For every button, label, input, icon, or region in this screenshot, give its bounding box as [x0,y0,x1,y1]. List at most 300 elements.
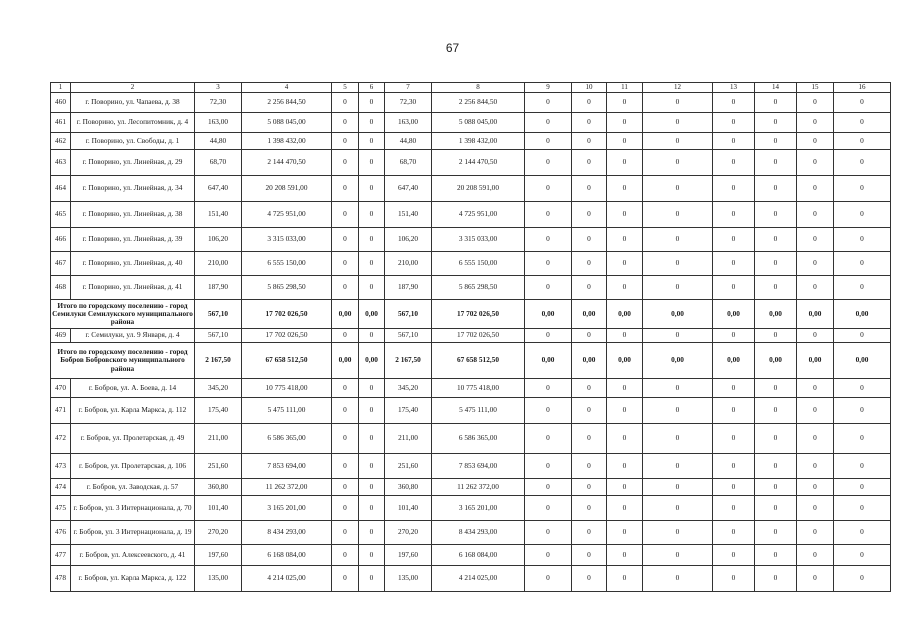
value-cell: 0 [607,454,643,479]
value-cell: 0 [572,521,607,545]
value-cell: 68,70 [385,150,432,176]
value-cell: 0 [525,133,572,150]
value-cell: 151,40 [195,202,242,228]
value-cell: 0 [332,228,359,252]
table-row [51,133,891,150]
value-cell: 163,00 [385,113,432,133]
value-cell: 0 [755,176,797,202]
value-cell: 0 [834,496,891,521]
address-cell: г. Бобров, ул. Карла Маркса, д. 112 [71,398,195,424]
value-cell: 6 168 084,00 [432,545,525,566]
row-number-cell: 462 [51,133,71,150]
address-cell: г. Поворино, ул. Линейная, д. 38 [71,202,195,228]
value-cell: 0 [834,479,891,496]
value-cell: 0 [755,113,797,133]
value-cell: 0 [643,424,713,454]
value-cell: 5 088 045,00 [432,113,525,133]
value-cell: 0 [643,202,713,228]
value-cell: 0,00 [755,343,797,379]
value-cell: 72,30 [385,93,432,113]
value-cell: 0 [713,424,755,454]
value-cell: 0 [797,479,834,496]
value-cell: 0 [834,93,891,113]
value-cell: 7 853 694,00 [432,454,525,479]
value-cell: 0 [332,521,359,545]
row-number-cell: 465 [51,202,71,228]
value-cell: 0 [359,93,385,113]
row-number-cell: 466 [51,228,71,252]
value-cell: 5 475 111,00 [242,398,332,424]
value-cell: 0 [834,521,891,545]
value-cell: 0 [834,133,891,150]
column-number-cell: 1 [51,83,71,93]
value-cell: 0 [643,276,713,300]
value-cell: 0 [332,176,359,202]
value-cell: 197,60 [385,545,432,566]
value-cell: 5 475 111,00 [432,398,525,424]
column-number-cell: 15 [797,83,834,93]
row-number-cell: 460 [51,93,71,113]
value-cell: 0 [834,150,891,176]
address-cell: г. Поворино, ул. Линейная, д. 34 [71,176,195,202]
value-cell: 0,00 [607,300,643,329]
value-cell: 2 144 470,50 [432,150,525,176]
address-cell: г. Бобров, ул. А. Боева, д. 14 [71,379,195,398]
value-cell: 0 [643,329,713,343]
value-cell: 17 702 026,50 [432,329,525,343]
value-cell: 0 [607,202,643,228]
row-number-cell: 478 [51,566,71,592]
value-cell: 187,90 [195,276,242,300]
value-cell: 0 [359,113,385,133]
value-cell: 0 [332,545,359,566]
table-row [51,379,891,398]
address-cell: г. Бобров, ул. Карла Маркса, д. 122 [71,566,195,592]
table-row [51,329,891,343]
value-cell: 0 [755,133,797,150]
value-cell: 0,00 [332,300,359,329]
value-cell: 20 208 591,00 [432,176,525,202]
value-cell: 0 [797,521,834,545]
value-cell: 0,00 [607,343,643,379]
column-number-cell: 16 [834,83,891,93]
value-cell: 11 262 372,00 [432,479,525,496]
value-cell: 0 [525,566,572,592]
value-cell: 360,80 [385,479,432,496]
value-cell: 0 [834,329,891,343]
value-cell: 0 [713,176,755,202]
value-cell: 0 [797,133,834,150]
value-cell: 0,00 [643,343,713,379]
value-cell: 106,20 [195,228,242,252]
value-cell: 10 775 418,00 [432,379,525,398]
value-cell: 0 [643,113,713,133]
value-cell: 0 [572,566,607,592]
value-cell: 5 088 045,00 [242,113,332,133]
value-cell: 210,00 [195,252,242,276]
value-cell: 0 [359,454,385,479]
value-cell: 5 865 298,50 [432,276,525,300]
value-cell: 6 555 150,00 [432,252,525,276]
table-row [51,424,891,454]
address-cell: г. Поворино, ул. Линейная, д. 29 [71,150,195,176]
value-cell: 0 [797,202,834,228]
value-cell: 0 [607,545,643,566]
address-cell: г. Поворино, ул. Свободы, д. 1 [71,133,195,150]
row-number-cell: 472 [51,424,71,454]
table-row [51,454,891,479]
row-number-cell: 468 [51,276,71,300]
row-number-cell: 473 [51,454,71,479]
value-cell: 0 [755,228,797,252]
value-cell: 1 398 432,00 [432,133,525,150]
value-cell: 0 [797,113,834,133]
value-cell: 0 [572,113,607,133]
value-cell: 4 214 025,00 [242,566,332,592]
value-cell: 0 [332,252,359,276]
value-cell: 345,20 [385,379,432,398]
value-cell: 0 [525,454,572,479]
row-number-cell: 463 [51,150,71,176]
row-number-cell: 474 [51,479,71,496]
row-number-cell: 476 [51,521,71,545]
row-number-cell: 471 [51,398,71,424]
page-number: 67 [445,41,460,55]
value-cell: 0 [332,566,359,592]
table-row [51,93,891,113]
value-cell: 0 [834,398,891,424]
value-cell: 0 [607,276,643,300]
value-cell: 0 [525,379,572,398]
value-cell: 0 [713,521,755,545]
value-cell: 0 [713,479,755,496]
value-cell: 4 214 025,00 [432,566,525,592]
value-cell: 0 [332,454,359,479]
value-cell: 567,10 [385,329,432,343]
value-cell: 0 [525,424,572,454]
value-cell: 1 398 432,00 [242,133,332,150]
value-cell: 11 262 372,00 [242,479,332,496]
table-row [51,276,891,300]
value-cell: 2 256 844,50 [432,93,525,113]
value-cell: 0 [572,150,607,176]
value-cell: 0 [332,93,359,113]
value-cell: 151,40 [385,202,432,228]
value-cell: 0 [572,133,607,150]
column-number-cell: 10 [572,83,607,93]
row-number-cell: 475 [51,496,71,521]
value-cell: 0,00 [755,300,797,329]
value-cell: 0 [525,545,572,566]
value-cell: 0 [797,398,834,424]
address-cell: г. Бобров, ул. Пролетарская, д. 106 [71,454,195,479]
value-cell: 211,00 [385,424,432,454]
value-cell: 0 [607,113,643,133]
value-cell: 6 586 365,00 [432,424,525,454]
value-cell: 0 [755,479,797,496]
value-cell: 17 702 026,50 [432,300,525,329]
value-cell: 0,00 [797,300,834,329]
value-cell: 0 [797,379,834,398]
table-row [51,496,891,521]
value-cell: 0 [359,150,385,176]
value-cell: 270,20 [385,521,432,545]
value-cell: 0 [607,228,643,252]
value-cell: 0 [755,252,797,276]
value-cell: 0 [359,379,385,398]
value-cell: 0 [572,329,607,343]
value-cell: 0 [332,329,359,343]
value-cell: 0 [359,424,385,454]
value-cell: 0 [607,566,643,592]
table-row [51,228,891,252]
value-cell: 0 [572,93,607,113]
value-cell: 0 [359,521,385,545]
value-cell: 0 [834,113,891,133]
address-cell: г. Бобров, ул. 3 Интернационала, д. 70 [71,496,195,521]
address-cell: г. Семилуки, ул. 9 Января, д. 4 [71,329,195,343]
value-cell: 0 [607,252,643,276]
value-cell: 0 [525,202,572,228]
value-cell: 3 315 033,00 [432,228,525,252]
value-cell: 0 [525,252,572,276]
value-cell: 197,60 [195,545,242,566]
table-row [51,398,891,424]
value-cell: 0 [713,113,755,133]
value-cell: 0 [607,496,643,521]
value-cell: 0 [797,150,834,176]
table-row [51,113,891,133]
value-cell: 0 [525,521,572,545]
table-row [51,150,891,176]
value-cell: 251,60 [195,454,242,479]
value-cell: 0 [643,379,713,398]
value-cell: 68,70 [195,150,242,176]
value-cell: 0 [643,545,713,566]
row-number-cell: 467 [51,252,71,276]
value-cell: 0 [755,329,797,343]
address-cell: г. Поворино, ул. Чапаева, д. 38 [71,93,195,113]
value-cell: 211,00 [195,424,242,454]
address-cell: г. Бобров, ул. 3 Интернационала, д. 19 [71,521,195,545]
value-cell: 0,00 [797,343,834,379]
row-number-cell: 464 [51,176,71,202]
value-cell: 0,00 [359,300,385,329]
value-cell: 0 [572,252,607,276]
value-cell: 0,00 [572,300,607,329]
value-cell: 647,40 [385,176,432,202]
value-cell: 0 [643,93,713,113]
value-cell: 4 725 951,00 [432,202,525,228]
value-cell: 6 586 365,00 [242,424,332,454]
value-cell: 0 [797,545,834,566]
value-cell: 0 [572,424,607,454]
value-cell: 0,00 [834,343,891,379]
value-cell: 0 [332,424,359,454]
value-cell: 0 [572,276,607,300]
value-cell: 3 165 201,00 [242,496,332,521]
header-row [51,83,891,93]
value-cell: 0 [797,454,834,479]
value-cell: 5 865 298,50 [242,276,332,300]
value-cell: 0 [643,566,713,592]
value-cell: 0 [572,379,607,398]
value-cell: 0 [332,496,359,521]
value-cell: 101,40 [195,496,242,521]
value-cell: 0 [643,454,713,479]
value-cell: 0 [797,228,834,252]
value-cell: 8 434 293,00 [432,521,525,545]
value-cell: 0 [643,252,713,276]
value-cell: 0 [643,479,713,496]
value-cell: 0 [643,150,713,176]
value-cell: 0 [332,202,359,228]
value-cell: 0 [713,202,755,228]
value-cell: 0 [607,424,643,454]
value-cell: 6 168 084,00 [242,545,332,566]
value-cell: 0 [797,329,834,343]
value-cell: 0 [834,228,891,252]
value-cell: 0 [332,398,359,424]
value-cell: 0 [755,150,797,176]
value-cell: 0 [755,276,797,300]
value-cell: 0 [643,521,713,545]
column-number-cell: 2 [71,83,195,93]
value-cell: 0 [607,379,643,398]
value-cell: 0 [797,93,834,113]
value-cell: 0 [643,496,713,521]
value-cell: 0 [359,133,385,150]
value-cell: 0,00 [713,300,755,329]
value-cell: 2 256 844,50 [242,93,332,113]
value-cell: 0 [834,379,891,398]
value-cell: 0 [755,496,797,521]
value-cell: 0 [525,496,572,521]
table-row [51,202,891,228]
value-cell: 0 [834,176,891,202]
value-cell: 0 [525,150,572,176]
value-cell: 0 [797,424,834,454]
value-cell: 0 [607,176,643,202]
value-cell: 4 725 951,00 [242,202,332,228]
value-cell: 6 555 150,00 [242,252,332,276]
value-cell: 0 [797,566,834,592]
value-cell: 0 [797,276,834,300]
value-cell: 0 [607,329,643,343]
value-cell: 0 [607,133,643,150]
value-cell: 0 [713,228,755,252]
value-cell: 175,40 [385,398,432,424]
value-cell: 0 [755,202,797,228]
value-cell: 0 [755,379,797,398]
value-cell: 0 [713,276,755,300]
value-cell: 270,20 [195,521,242,545]
address-cell: г. Бобров, ул. Заводская, д. 57 [71,479,195,496]
row-number-cell: 461 [51,113,71,133]
table-row [51,521,891,545]
value-cell: 0,00 [525,300,572,329]
value-cell: 67 658 512,50 [242,343,332,379]
value-cell: 0 [755,398,797,424]
value-cell: 0 [572,176,607,202]
column-number-cell: 5 [332,83,359,93]
value-cell: 0 [525,228,572,252]
value-cell: 0 [607,479,643,496]
value-cell: 0 [834,545,891,566]
value-cell: 0 [834,424,891,454]
value-cell: 0,00 [572,343,607,379]
value-cell: 0 [572,454,607,479]
column-number-cell: 3 [195,83,242,93]
value-cell: 0,00 [643,300,713,329]
value-cell: 0 [607,521,643,545]
address-cell: г. Поворино, ул. Линейная, д. 41 [71,276,195,300]
column-number-cell: 7 [385,83,432,93]
value-cell: 0 [834,276,891,300]
value-cell: 0 [572,228,607,252]
value-cell: 0 [525,93,572,113]
value-cell: 0 [713,93,755,113]
value-cell: 0 [359,545,385,566]
value-cell: 67 658 512,50 [432,343,525,379]
value-cell: 0 [332,479,359,496]
column-number-cell: 14 [755,83,797,93]
value-cell: 8 434 293,00 [242,521,332,545]
value-cell: 0 [359,176,385,202]
value-cell: 7 853 694,00 [242,454,332,479]
value-cell: 0 [332,276,359,300]
value-cell: 0 [713,379,755,398]
value-cell: 567,10 [195,300,242,329]
table-row [51,176,891,202]
value-cell: 0 [834,566,891,592]
row-number-cell: 477 [51,545,71,566]
address-cell: г. Поворино, ул. Лесопитомник, д. 4 [71,113,195,133]
value-cell: 0 [643,228,713,252]
value-cell: 187,90 [385,276,432,300]
value-cell: 0 [525,176,572,202]
value-cell: 0 [332,150,359,176]
column-number-cell: 9 [525,83,572,93]
value-cell: 251,60 [385,454,432,479]
column-number-cell: 8 [432,83,525,93]
value-cell: 2 144 470,50 [242,150,332,176]
value-cell: 647,40 [195,176,242,202]
address-cell: г. Бобров, ул. Алексеевского, д. 41 [71,545,195,566]
value-cell: 0 [359,252,385,276]
value-cell: 10 775 418,00 [242,379,332,398]
value-cell: 175,40 [195,398,242,424]
value-cell: 0 [525,276,572,300]
row-number-cell: 469 [51,329,71,343]
value-cell: 0 [359,276,385,300]
value-cell: 0 [755,93,797,113]
value-cell: 0 [713,566,755,592]
value-cell: 135,00 [385,566,432,592]
value-cell: 0,00 [359,343,385,379]
value-cell: 0 [607,398,643,424]
value-cell: 0 [572,479,607,496]
value-cell: 2 167,50 [195,343,242,379]
value-cell: 0 [332,379,359,398]
value-cell: 345,20 [195,379,242,398]
data-table [50,82,891,592]
value-cell: 567,10 [385,300,432,329]
total-row [51,300,891,329]
value-cell: 0 [643,176,713,202]
value-cell: 135,00 [195,566,242,592]
table-row [51,566,891,592]
